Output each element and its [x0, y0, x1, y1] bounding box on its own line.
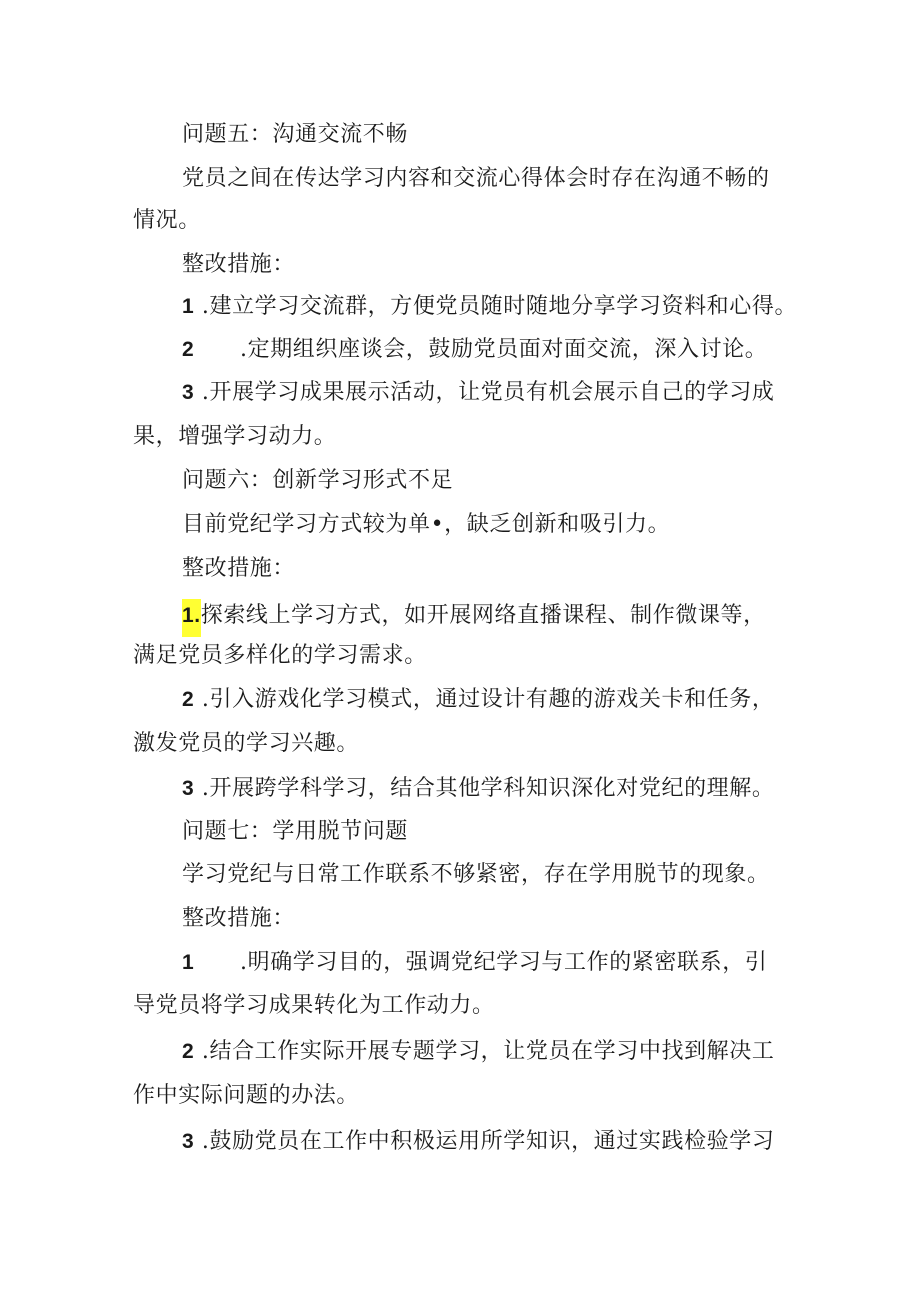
section6-measure-2 — [182, 687, 774, 713]
list-item-text: .建立学习交流群，方便党员随时随地分享学习资料和心得。 — [201, 294, 798, 319]
section5-measure-1 — [182, 294, 797, 320]
list-number: 3 — [182, 777, 195, 800]
list-item-text: .定期组织座谈会，鼓励党员面对面交流，深入讨论。 — [240, 337, 768, 362]
list-number: 3 — [182, 1130, 195, 1153]
section6-description-line1: 目前党纪学习方式较为单•，缺乏创新和吸引力。 — [182, 512, 671, 537]
section6-measure-1-cont: 满足党员多样化的学习需求。 — [133, 643, 427, 668]
list-number-highlighted: 1. — [182, 599, 201, 637]
section7-measure-1 — [182, 950, 767, 976]
section6-measure-1 — [182, 599, 766, 637]
section5-description-line2: 情况。 — [133, 208, 201, 233]
section6-measure-2-cont: 激发党员的学习兴趣。 — [133, 731, 360, 756]
section7-description-line1: 学习党纪与日常工作联系不够紧密，存在学用脱节的现象。 — [182, 862, 770, 887]
list-number: 3 — [182, 381, 195, 404]
section5-measures-label: 整改措施： — [182, 252, 296, 277]
section5-measure-3 — [182, 380, 774, 406]
list-item-text: .鼓励党员在工作中积极运用所学知识，通过实践检验学习 — [201, 1129, 775, 1154]
section6-measures-label: 整改措施： — [182, 556, 296, 581]
list-number: 2 — [182, 688, 195, 711]
section5-measure-2 — [182, 337, 767, 363]
section7-heading: 问题七：学用脱节问题 — [182, 819, 409, 844]
section7-measure-3 — [182, 1129, 774, 1155]
list-number: 1 — [182, 295, 195, 318]
list-number: 2 — [182, 338, 195, 361]
section5-heading: 问题五：沟通交流不畅 — [182, 122, 409, 147]
list-item-text: .引入游戏化学习模式，通过设计有趣的游戏关卡和任务， — [201, 687, 775, 712]
section7-measure-1-cont: 导党员将学习成果转化为工作动力。 — [133, 993, 495, 1018]
list-item-text: .开展跨学科学习，结合其他学科知识深化对党纪的理解。 — [201, 776, 775, 801]
section5-measure-3-cont: 果，增强学习动力。 — [133, 424, 337, 449]
list-number: 1 — [182, 951, 195, 974]
section5-description-line1: 党员之间在传达学习内容和交流心得体会时存在沟通不畅的 — [182, 166, 770, 191]
section7-measure-2-cont: 作中实际问题的办法。 — [133, 1083, 360, 1108]
list-item-text: 探索线上学习方式，如开展网络直播课程、制作微课等， — [200, 603, 766, 628]
list-number: 2 — [182, 1040, 195, 1063]
list-item-text: .明确学习目的，强调党纪学习与工作的紧密联系，引 — [240, 950, 768, 975]
section6-measure-3 — [182, 776, 774, 802]
section6-heading: 问题六：创新学习形式不足 — [182, 468, 454, 493]
list-item-text: .开展学习成果展示活动，让党员有机会展示自己的学习成 — [201, 380, 775, 405]
list-item-text: .结合工作实际开展专题学习，让党员在学习中找到解决工 — [201, 1039, 775, 1064]
section7-measure-2 — [182, 1039, 774, 1065]
section7-measures-label: 整改措施： — [182, 906, 296, 931]
